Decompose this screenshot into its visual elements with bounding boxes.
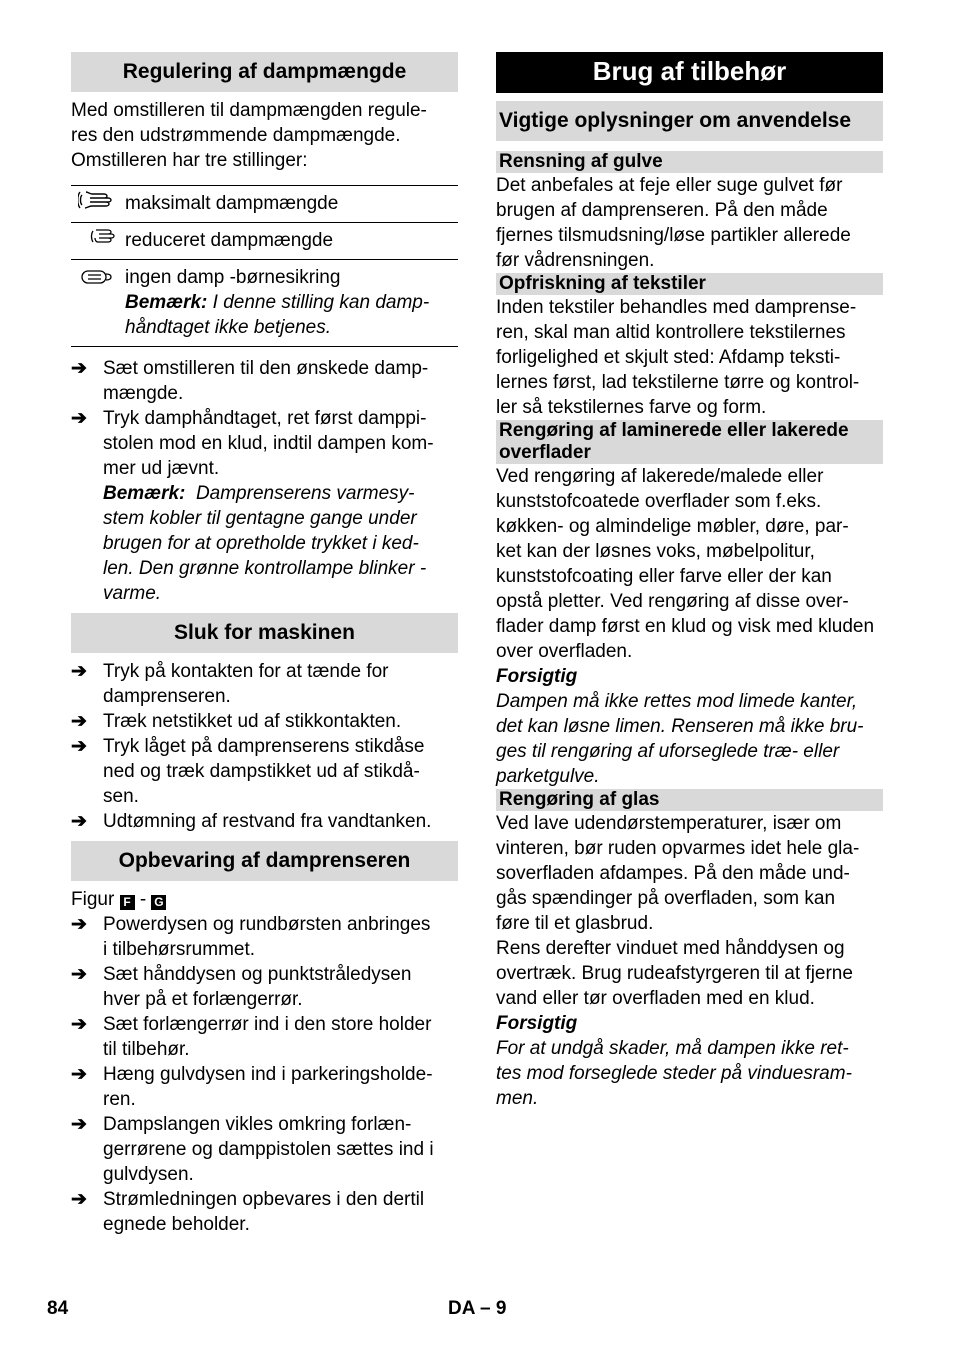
step-line: ned og træk dampstikket ud af stikdå- — [103, 761, 420, 782]
step-line: gerrørene og damppistolen sættes ind i — [103, 1139, 434, 1160]
table-cell-text: maksimalt dampmængde — [123, 186, 458, 223]
body-line: Det anbefales at feje eller suge gulvet før — [496, 175, 843, 196]
body-line: opstå pletter. Ved rengøring af disse over- — [496, 591, 849, 612]
table-cell-text: reduceret dampmængde — [123, 223, 458, 260]
body-line: gås spændinger på overfladen, som kan — [496, 888, 836, 909]
note-text: len. Den grønne kontrollampe blinker - — [103, 558, 427, 579]
arrow-icon: ➔ — [71, 1189, 87, 1210]
section-rensning — [496, 151, 883, 273]
step-line: Udtømning af restvand fra vandtanken. — [103, 811, 432, 832]
body-line: Inden tekstiler behandles med damprense- — [496, 297, 857, 318]
steam-reduced-icon — [71, 223, 123, 260]
arrow-icon: ➔ — [71, 711, 87, 732]
step-line: Tryk damphåndtaget, ret først damppi- — [103, 408, 427, 429]
caution-line: tes mod forseglede steder på vinduesram- — [496, 1063, 852, 1084]
step-line: damprenseren. — [103, 686, 231, 707]
arrow-icon: ➔ — [71, 661, 87, 682]
step-line: Sæt omstilleren til den ønskede damp- — [103, 358, 429, 379]
heading-regulering: Regulering af dampmængde — [71, 52, 458, 92]
caution-line: det kan løsne limen. Renseren må ikke bru- — [496, 716, 864, 737]
caution-line: men. — [496, 1088, 539, 1109]
section-heading — [496, 420, 883, 464]
intro-line: Omstilleren har tre stillinger: — [71, 150, 308, 171]
step-line: Sæt forlængerrør ind i den store holder — [103, 1014, 432, 1035]
note-label: Bemærk: — [125, 292, 208, 313]
figure-separator: - — [139, 889, 147, 910]
arrow-icon: ➔ — [71, 358, 87, 379]
caution-label: Forsigtig — [496, 1013, 578, 1034]
caution-line: For at undgå skader, må dampen ikke ret- — [496, 1038, 849, 1059]
step-line: til tilbehør. — [103, 1039, 190, 1060]
section-glas — [496, 789, 883, 1111]
left-column — [71, 52, 458, 1237]
list-item — [71, 1187, 458, 1237]
note-text: brugen for at opretholde trykket i ked- — [103, 533, 419, 554]
figure-prefix: Figur — [71, 889, 115, 910]
right-column — [496, 52, 883, 1111]
body-line: forligelighed et skjult sted: Afdamp teksti- — [496, 347, 841, 368]
section-heading: Rengøring af glas — [496, 789, 883, 811]
note-text: varme. — [103, 583, 162, 604]
step-line: Tryk låget på damprenserens stikdåse — [103, 736, 425, 757]
intro-line: Med omstilleren til dampmængden regule- — [71, 100, 427, 121]
caution-line: Dampen må ikke rettes mod limede kanter, — [496, 691, 858, 712]
table-row — [71, 186, 458, 223]
arrow-icon: ➔ — [71, 1064, 87, 1085]
list-item — [71, 356, 458, 406]
step-line: mer ud jævnt. — [103, 458, 220, 479]
arrow-icon: ➔ — [71, 914, 87, 935]
section-marker: DA – 9 — [448, 1298, 507, 1319]
body-line: over overfladen. — [496, 641, 633, 662]
body-line: vand eller tør overfladen med en klud. — [496, 988, 815, 1009]
note-label: Bemærk: — [103, 483, 186, 504]
step-line: egnede beholder. — [103, 1214, 250, 1235]
body-line: flader damp først en klud og visk med kluden — [496, 616, 875, 637]
body-line: kunststofcoatede overflader som f.eks. — [496, 491, 822, 512]
intro-line: res den udstrømmende dampmængde. — [71, 125, 401, 146]
figure-reference — [71, 887, 458, 912]
step-line: mængde. — [103, 383, 184, 404]
step-line: sen. — [103, 786, 139, 807]
step-line: gulvdysen. — [103, 1164, 194, 1185]
note-text: Damprenserens varmesy- — [195, 483, 415, 504]
note-text: I denne stilling kan damp- — [212, 292, 430, 313]
arrow-icon: ➔ — [71, 1114, 87, 1135]
step-line: Dampslangen vikles omkring forlæn- — [103, 1114, 412, 1135]
caution-line: parketgulve. — [496, 766, 600, 787]
step-line: stolen mod en klud, indtil dampen kom- — [103, 433, 434, 454]
sluk-steps — [71, 659, 458, 834]
section-tekstiler — [496, 273, 883, 420]
heading-line: overflader — [499, 442, 591, 463]
body-line: Ved lave udendørstemperaturer, især om — [496, 813, 842, 834]
list-item — [71, 659, 458, 709]
body-line: Ved rengøring af lakerede/malede eller — [496, 466, 824, 487]
body-line: ket kan der løsnes voks, møbelpolitur, — [496, 541, 815, 562]
table-cell-text — [123, 260, 458, 347]
step-line: hver på et forlængerrør. — [103, 989, 303, 1010]
subtitle: Vigtige oplysninger om anvendelse — [496, 101, 883, 141]
body-line: vinteren, bør ruden opvarmes idet hele gla- — [496, 838, 860, 859]
body-line: brugen af damprenseren. På den måde — [496, 200, 828, 221]
arrow-icon: ➔ — [71, 1014, 87, 1035]
step-line: Træk netstikket ud af stikkontakten. — [103, 711, 402, 732]
step-line: i tilbehørsrummet. — [103, 939, 256, 960]
list-item — [71, 809, 458, 834]
step-line: ren. — [103, 1089, 136, 1110]
regulering-steps — [71, 356, 458, 606]
caution-line: ges til rengøring af uforseglede træ- eller — [496, 741, 840, 762]
caution-label: Forsigtig — [496, 666, 578, 687]
opbevaring-steps — [71, 912, 458, 1237]
section-heading: Opfriskning af tekstiler — [496, 273, 883, 295]
list-item — [71, 1062, 458, 1112]
body-line: før vådrensningen. — [496, 250, 655, 271]
heading-line: Rengøring af laminerede eller lakerede — [499, 420, 849, 441]
body-line: kunststofcoating eller farve eller der kan — [496, 566, 832, 587]
body-line: føre til et glasbrud. — [496, 913, 654, 934]
arrow-icon: ➔ — [71, 811, 87, 832]
table-row — [71, 223, 458, 260]
setting-label: ingen damp -børnesikring — [125, 267, 341, 288]
body-line: overtræk. Brug rudeafstyrgeren til at fjerne — [496, 963, 853, 984]
arrow-icon: ➔ — [71, 408, 87, 429]
section-heading: Rensning af gulve — [496, 151, 883, 173]
section-laminerede — [496, 420, 883, 789]
step-line: Tryk på kontakten for at tænde for — [103, 661, 389, 682]
page-number: 84 — [47, 1298, 69, 1319]
table-row — [71, 260, 458, 347]
figure-g-badge: G — [151, 895, 166, 910]
step-line: Powerdysen og rundbørsten anbringes — [103, 914, 431, 935]
list-item — [71, 734, 458, 809]
body-line: fjernes tilsmudsning/løse partikler allerede — [496, 225, 851, 246]
steam-max-icon — [71, 186, 123, 223]
step-line: Hæng gulvdysen ind i parkeringsholde- — [103, 1064, 433, 1085]
steam-off-childlock-icon — [71, 260, 123, 347]
body-line: lernes først, lad tekstilerne tørre og kontrol- — [496, 372, 860, 393]
step-line: Strømledningen opbevares i den dertil — [103, 1189, 425, 1210]
body-line: Rens derefter vinduet med hånddysen og — [496, 938, 845, 959]
note-text: håndtaget ikke betjenes. — [125, 317, 331, 338]
body-line: køkken- og almindelige møbler, døre, par- — [496, 516, 849, 537]
heading-opbevaring: Opbevaring af damprenseren — [71, 841, 458, 881]
list-item — [71, 406, 458, 606]
list-item — [71, 912, 458, 962]
heading-sluk: Sluk for maskinen — [71, 613, 458, 653]
note-text: stem kobler til gentagne gange under — [103, 508, 417, 529]
list-item — [71, 1012, 458, 1062]
body-line: ren, skal man altid kontrollere tekstilernes — [496, 322, 846, 343]
list-item — [71, 1112, 458, 1187]
body-line: soverfladen afdampes. På den måde und- — [496, 863, 850, 884]
list-item — [71, 709, 458, 734]
body-line: ler så tekstilernes farve og form. — [496, 397, 767, 418]
list-item — [71, 962, 458, 1012]
step-line: Sæt hånddysen og punktstråledysen — [103, 964, 412, 985]
arrow-icon: ➔ — [71, 964, 87, 985]
arrow-icon: ➔ — [71, 736, 87, 757]
steam-setting-table — [71, 185, 458, 347]
page-title: Brug af tilbehør — [496, 52, 883, 93]
figure-f-badge: F — [120, 895, 135, 910]
regulering-intro — [71, 98, 458, 173]
